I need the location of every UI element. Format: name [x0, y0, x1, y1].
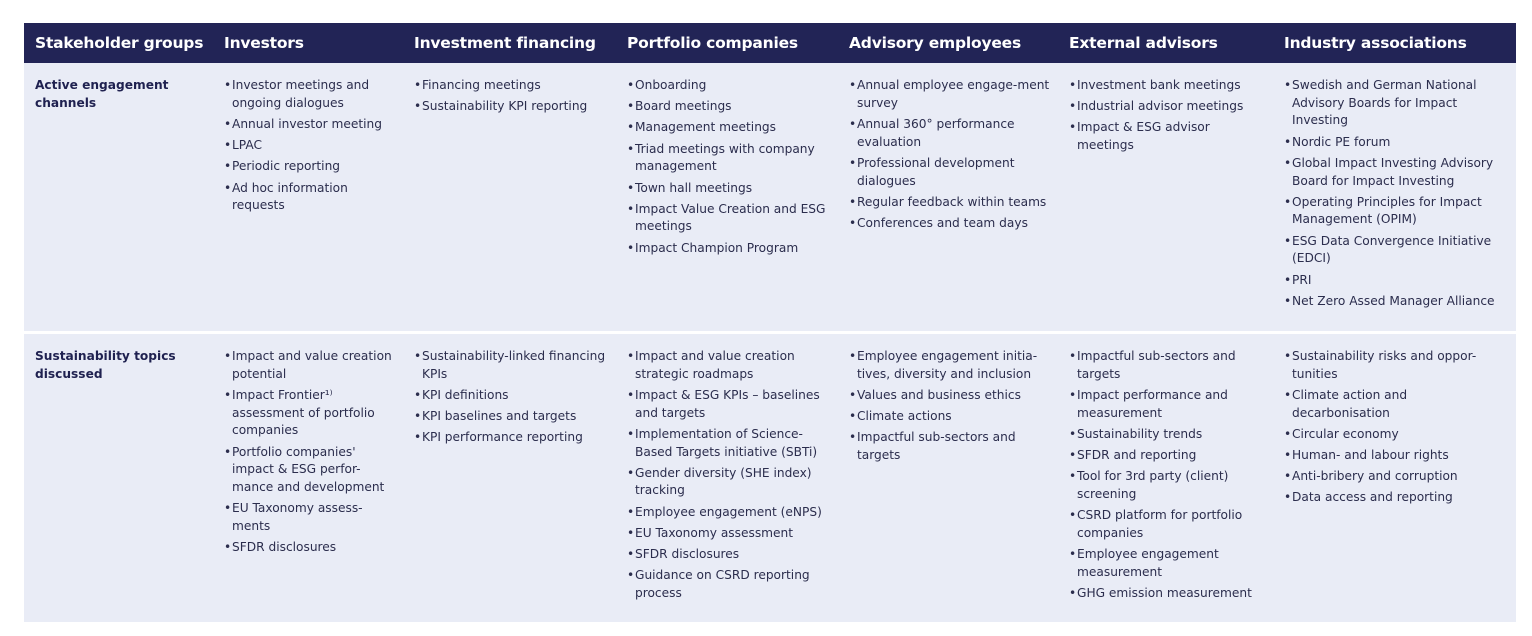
cell	[1273, 333, 1516, 623]
row-active-engagement-channels	[24, 63, 1516, 333]
list-item: • KPI baselines and targets	[414, 408, 608, 426]
list-item: • Global Impact Investing Advisory Board for Impact Investing	[1284, 155, 1508, 190]
list-item: • Regular feedback within teams	[849, 194, 1050, 212]
list-item: • Periodic reporting	[224, 158, 395, 176]
list-item: • Impact Champion Program	[627, 240, 830, 258]
list-item: • Values and business ethics	[849, 387, 1050, 405]
list-item: • Impactful sub-sectors and targets	[849, 429, 1050, 464]
list-item: • Guidance on CSRD reporting process	[627, 567, 830, 602]
list-item: • Sustainability trends	[1069, 426, 1265, 444]
list-item: • Impactful sub-sectors and targets	[1069, 348, 1265, 383]
list-item: • Annual investor meeting	[224, 116, 395, 134]
row-label-active-engagement-channels: Active engagement channels	[24, 63, 213, 333]
list-item: • Conferences and team days	[849, 215, 1050, 233]
list-item: • Data access and reporting	[1284, 489, 1508, 507]
bullet-list	[224, 77, 395, 215]
list-item: • Board meetings	[627, 98, 830, 116]
list-item: • Onboarding	[627, 77, 830, 95]
list-item: • Management meetings	[627, 119, 830, 137]
list-item: • Impact & ESG KPIs – baselines and targets	[627, 387, 830, 422]
cell	[403, 333, 616, 623]
bullet-list	[1069, 348, 1265, 603]
cell	[1273, 63, 1516, 333]
cell	[616, 333, 838, 623]
cell	[838, 333, 1058, 623]
bullet-list	[1284, 77, 1508, 310]
list-item: • Net Zero Assed Manager Alliance	[1284, 293, 1508, 311]
list-item: • SFDR disclosures	[627, 546, 830, 564]
row-label-sustainability-topics: Sustainability topics discussed	[24, 333, 213, 623]
cell	[838, 63, 1058, 333]
list-item: • Operating Principles for Impact Management (OPIM)	[1284, 194, 1508, 229]
stakeholder-table-container	[24, 23, 1516, 622]
list-item: • Triad meetings with company management	[627, 141, 830, 176]
list-item: • SFDR disclosures	[224, 539, 395, 557]
bullet-list	[627, 77, 830, 257]
list-item: • Financing meetings	[414, 77, 608, 95]
cell	[1058, 63, 1273, 333]
list-item: • CSRD platform for portfolio companies	[1069, 507, 1265, 542]
list-item: • Impact performance and measurement	[1069, 387, 1265, 422]
list-item: • EU Taxonomy assessment	[627, 525, 830, 543]
list-item: • Employee engagement initia-tives, diversity and inclusion	[849, 348, 1050, 383]
header-external-advisors: External advisors	[1058, 23, 1273, 63]
list-item: • Sustainability-linked financing KPIs	[414, 348, 608, 383]
bullet-list	[414, 348, 608, 447]
header-investment-financing: Investment financing	[403, 23, 616, 63]
list-item: • KPI performance reporting	[414, 429, 608, 447]
list-item: • Impact Frontier¹⁾ assessment of portfolio companies	[224, 387, 395, 440]
list-item: • Employee engagement (eNPS)	[627, 504, 830, 522]
list-item: • Portfolio companies' impact & ESG perfor-mance and development	[224, 444, 395, 497]
list-item: • Impact & ESG advisor meetings	[1069, 119, 1265, 154]
header-row	[24, 23, 1516, 63]
list-item: • Investor meetings and ongoing dialogues	[224, 77, 395, 112]
list-item: • Swedish and German National Advisory Boards for Impact Investing	[1284, 77, 1508, 130]
header-stakeholder-groups: Stakeholder groups	[24, 23, 213, 63]
bullet-list	[1284, 348, 1508, 507]
row-sustainability-topics-discussed	[24, 333, 1516, 623]
bullet-list	[224, 348, 395, 557]
list-item: • Gender diversity (SHE index) tracking	[627, 465, 830, 500]
cell	[213, 63, 403, 333]
list-item: • Climate action and decarbonisation	[1284, 387, 1508, 422]
header-industry-associations: Industry associations	[1273, 23, 1516, 63]
list-item: • Tool for 3rd party (client) screening	[1069, 468, 1265, 503]
bullet-list	[627, 348, 830, 603]
cell	[213, 333, 403, 623]
list-item: • Sustainability KPI reporting	[414, 98, 608, 116]
list-item: • EU Taxonomy assess-ments	[224, 500, 395, 535]
list-item: • Annual employee engage-ment survey	[849, 77, 1050, 112]
list-item: • Sustainability risks and oppor-tunities	[1284, 348, 1508, 383]
list-item: • SFDR and reporting	[1069, 447, 1265, 465]
list-item: • Implementation of Science-Based Targets initiative (SBTi)	[627, 426, 830, 461]
list-item: • Nordic PE forum	[1284, 134, 1508, 152]
list-item: • Employee engagement measurement	[1069, 546, 1265, 581]
bullet-list	[849, 77, 1050, 233]
bullet-list	[1069, 77, 1265, 155]
list-item: • Annual 360° performance evaluation	[849, 116, 1050, 151]
header-investors: Investors	[213, 23, 403, 63]
cell	[1058, 333, 1273, 623]
list-item: • Circular economy	[1284, 426, 1508, 444]
list-item: • Town hall meetings	[627, 180, 830, 198]
cell	[403, 63, 616, 333]
list-item: • Industrial advisor meetings	[1069, 98, 1265, 116]
cell	[616, 63, 838, 333]
list-item: • PRI	[1284, 272, 1508, 290]
list-item: • GHG emission measurement	[1069, 585, 1265, 603]
list-item: • LPAC	[224, 137, 395, 155]
header-advisory-employees: Advisory employees	[838, 23, 1058, 63]
list-item: • Investment bank meetings	[1069, 77, 1265, 95]
list-item: • KPI definitions	[414, 387, 608, 405]
list-item: • Climate actions	[849, 408, 1050, 426]
list-item: • Impact Value Creation and ESG meetings	[627, 201, 830, 236]
list-item: • Impact and value creation strategic roadmaps	[627, 348, 830, 383]
list-item: • Impact and value creation potential	[224, 348, 395, 383]
bullet-list	[849, 348, 1050, 465]
list-item: • ESG Data Convergence Initiative (EDCI)	[1284, 233, 1508, 268]
stakeholder-engagement-table	[24, 23, 1516, 622]
list-item: • Human- and labour rights	[1284, 447, 1508, 465]
list-item: • Professional development dialogues	[849, 155, 1050, 190]
header-portfolio-companies: Portfolio companies	[616, 23, 838, 63]
bullet-list	[414, 77, 608, 116]
list-item: • Ad hoc information requests	[224, 180, 395, 215]
list-item: • Anti-bribery and corruption	[1284, 468, 1508, 486]
